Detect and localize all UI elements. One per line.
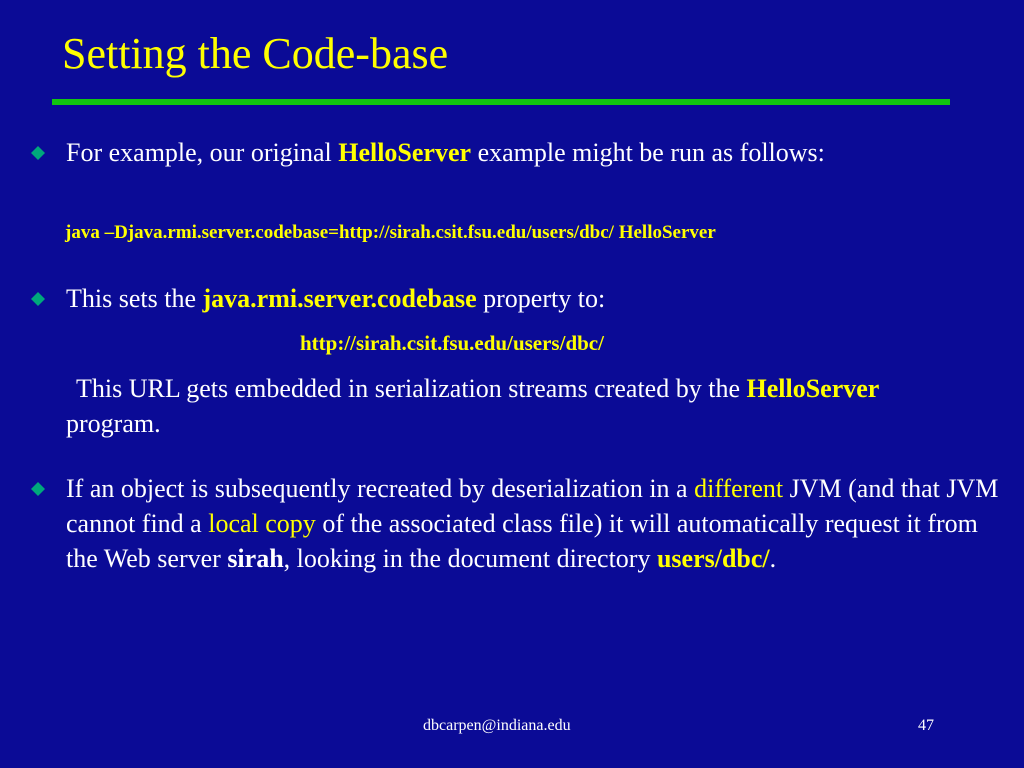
codebase-url: http://sirah.csit.fsu.edu/users/dbc/	[300, 331, 604, 355]
bullet-3-sirah: sirah	[227, 544, 284, 573]
slide-title: Setting the Code-base	[62, 29, 449, 78]
title-underline	[52, 99, 950, 105]
bullet-3-text	[66, 471, 1016, 576]
footer-email: dbcarpen@indiana.edu	[423, 717, 571, 734]
bullet-1-part-1: For example, our original	[66, 138, 339, 167]
bullet-3-directory: users/dbc/	[656, 544, 770, 573]
bullet-2-note-part-2: program.	[66, 409, 161, 438]
java-command: java –Djava.rmi.server.codebase=http://sirah.csit.fsu.edu/users/dbc/ HelloServer	[65, 222, 716, 243]
bullet-3-part-5: .	[769, 544, 777, 573]
bullet-1-helloserver: HelloServer	[338, 138, 472, 167]
bullet-3-local-copy: local copy	[208, 509, 316, 538]
bullet-2-note	[66, 371, 966, 441]
diamond-bullet-icon	[31, 292, 45, 306]
bullet-2-text	[66, 281, 966, 316]
bullet-2-note-helloserver: HelloServer	[746, 374, 880, 403]
bullet-3-part-2: JVM (and that JVM cannot find a	[66, 474, 999, 538]
bullet-2-part-2: property to:	[476, 284, 606, 313]
bullet-3-part-3: of the associated class file) it will automatically request it from the Web server	[66, 509, 978, 573]
bullet-1-part-2: example might be run as follows:	[471, 138, 825, 167]
bullet-3-part-4: , looking in the document directory	[283, 544, 657, 573]
bullet-2-part-1: This sets the	[66, 284, 203, 313]
diamond-bullet-icon	[31, 482, 45, 496]
bullet-1-text	[66, 135, 966, 170]
diamond-bullet-icon	[31, 146, 45, 160]
bullet-2-property: java.rmi.server.codebase	[202, 284, 477, 313]
bullet-3-part-1: If an object is subsequently recreated by deserialization in a	[66, 474, 695, 503]
page-number: 47	[918, 717, 934, 734]
bullet-2-note-part-1: This URL gets embedded in serialization streams created by the	[76, 374, 747, 403]
bullet-3-different: different	[694, 474, 784, 503]
